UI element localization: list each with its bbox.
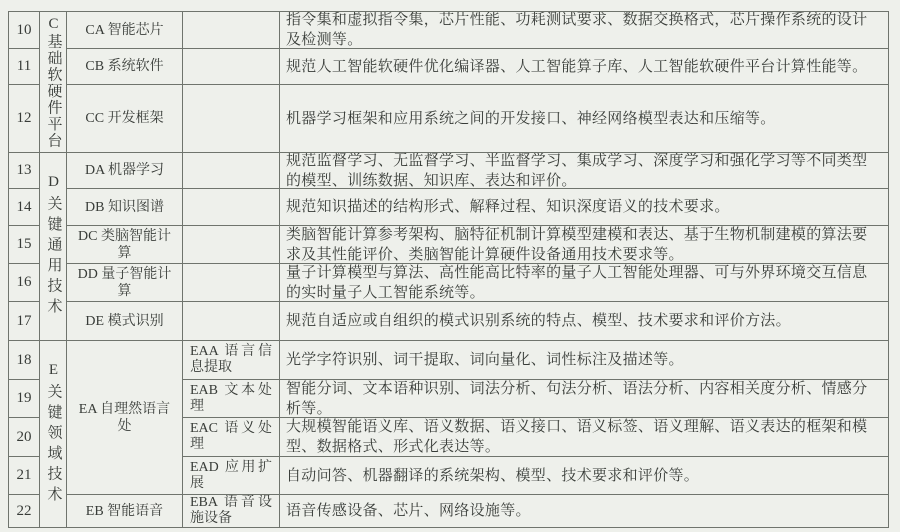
subcode-cell-empty: [183, 189, 280, 226]
description-cell: 光学字符识别、词干提取、词向量化、词性标注及描述等。: [280, 341, 889, 380]
description-cell: 语音传感设备、芯片、网络设施等。: [280, 495, 889, 528]
ai-standards-classification-table: [8, 11, 889, 528]
description-cell: 类脑智能计算参考架构、脑特征机制计算模型建模和表达、基于生物机制建模的算法要求及其性能评价、类脑智能计算硬件设备通用技术要求等。: [280, 226, 889, 264]
subcode-cell-empty: [183, 264, 280, 302]
row-number: 14: [9, 189, 40, 226]
code-cell-da: DA 机器学习: [67, 153, 183, 189]
row-number: 21: [9, 457, 40, 495]
subcode-cell-eba: EBA 语音设施设备: [183, 495, 280, 528]
code-cell-cc: CC 开发框架: [67, 85, 183, 153]
description-cell: 规范知识描述的结构形式、解释过程、知识深度语义的技术要求。: [280, 189, 889, 226]
description-cell: 机器学习框架和应用系统之间的开发接口、神经网络模型表达和压缩等。: [280, 85, 889, 153]
code-cell-ca: CA 智能芯片: [67, 12, 183, 49]
subcode-cell-eaa: EAA 语言信息提取: [183, 341, 280, 380]
category-d-key-general-technology: D关键通用技术: [40, 153, 67, 341]
description-cell: 规范监督学习、无监督学习、半监督学习、集成学习、深度学习和强化学习等不同类型的模型、训练数据、知识库、表达和评价。: [280, 153, 889, 189]
subcode-cell-eab: EAB 文本处理: [183, 380, 280, 418]
code-cell-cb: CB 系统软件: [67, 49, 183, 85]
description-cell: 规范人工智能软硬件优化编译器、人工智能算子库、人工智能软硬件平台计算性能等。: [280, 49, 889, 85]
description-cell: 量子计算模型与算法、高性能高比特率的量子人工智能处理器、可与外界环境交互信息的实时量子人工智能系统等。: [280, 264, 889, 302]
description-cell: 指令集和虚拟指令集，芯片性能、功耗测试要求、数据交换格式，芯片操作系统的设计及检测等。: [280, 12, 889, 49]
subcode-cell-ead: EAD 应用扩展: [183, 457, 280, 495]
subcode-cell-empty: [183, 302, 280, 341]
subcode-cell-empty: [183, 12, 280, 49]
subcode-cell-empty: [183, 226, 280, 264]
category-e-key-domain-technology: E关键领域技术: [40, 341, 67, 528]
subcode-cell-empty: [183, 85, 280, 153]
row-number: 19: [9, 380, 40, 418]
row-number: 11: [9, 49, 40, 85]
subcode-cell-empty: [183, 49, 280, 85]
description-cell: 智能分词、文本语种识别、词法分析、句法分析、语法分析、内容相关度分析、情感分析等。: [280, 380, 889, 418]
code-cell-dc: DC 类脑智能计算: [67, 226, 183, 264]
subcode-cell-empty: [183, 153, 280, 189]
row-number: 10: [9, 12, 40, 49]
code-cell-eb: EB 智能语音: [67, 495, 183, 528]
description-cell: 自动问答、机器翻译的系统架构、模型、技术要求和评价等。: [280, 457, 889, 495]
code-cell-ea-merged: EA 自理然语言处: [67, 341, 183, 495]
description-cell: 规范自适应或自组织的模式识别系统的特点、模型、技术要求和评价方法。: [280, 302, 889, 341]
row-number: 12: [9, 85, 40, 153]
code-cell-de: DE 模式识别: [67, 302, 183, 341]
row-number: 13: [9, 153, 40, 189]
code-cell-db: DB 知识图谱: [67, 189, 183, 226]
row-number: 16: [9, 264, 40, 302]
row-number: 18: [9, 341, 40, 380]
description-cell: 大规模智能语义库、语义数据、语义接口、语义标签、语义理解、语义表达的框架和模型、数据格式、形式化表达等。: [280, 418, 889, 457]
row-number: 20: [9, 418, 40, 457]
category-c-basic-software-hardware-platform: C基础软硬件平台: [40, 12, 67, 153]
row-number: 17: [9, 302, 40, 341]
row-number: 22: [9, 495, 40, 528]
row-number: 15: [9, 226, 40, 264]
subcode-cell-eac: EAC 语义处理: [183, 418, 280, 457]
code-cell-dd: DD 量子智能计算: [67, 264, 183, 302]
